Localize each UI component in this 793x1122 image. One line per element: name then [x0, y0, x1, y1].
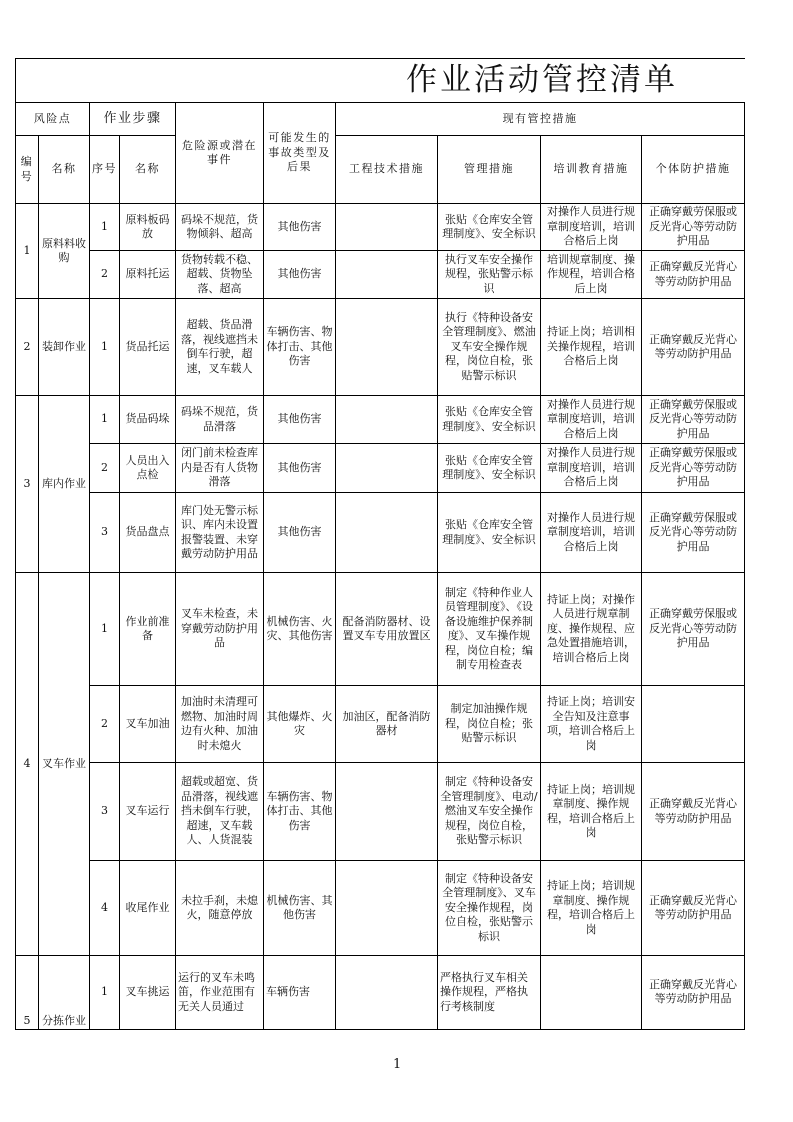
- step-name: 原料托运: [120, 251, 176, 299]
- header-hazard: 危险源或潜在事件: [176, 103, 264, 204]
- management: 张贴《仓库安全管理制度》、安全标识: [438, 493, 541, 573]
- table-row: [16, 299, 745, 396]
- engineering: [336, 861, 438, 956]
- training: 对操作人员进行规章制度培训，培训合格后上岗: [541, 444, 642, 493]
- training: 对操作人员进行规章制度培训，培训合格后上岗: [541, 493, 642, 573]
- table-row: [16, 444, 745, 493]
- step-name: 作业前准备: [120, 573, 176, 686]
- accident: 其他伤害: [264, 493, 336, 573]
- table-row: [16, 251, 745, 299]
- risk-code: 3: [16, 396, 39, 573]
- table-row: [16, 204, 745, 251]
- step-seq: 4: [90, 861, 120, 956]
- engineering: [336, 204, 438, 251]
- hazard: 库门处无警示标识、库内未设置报警装置、未穿戴劳动防护用品: [176, 493, 264, 573]
- hazard: 超载、货品滑落，视线遮挡未倒车行驶，超速，叉车载人: [176, 299, 264, 396]
- table-row: [16, 861, 745, 956]
- ppe: 正确穿戴反光背心等劳动防护用品: [642, 861, 745, 956]
- engineering: [336, 299, 438, 396]
- step-seq: 1: [90, 956, 120, 1030]
- header-existing-controls: 现有管控措施: [336, 103, 745, 136]
- accident: 其他伤害: [264, 251, 336, 299]
- risk-name: 叉车作业: [39, 573, 90, 956]
- engineering: 配备消防器材、设置叉车专用放置区: [336, 573, 438, 686]
- header-seq: 序号: [90, 136, 120, 204]
- risk-code: 1: [16, 204, 39, 299]
- management: 张贴《仓库安全管理制度》、安全标识: [438, 444, 541, 493]
- accident: 其他爆炸、火灾: [264, 686, 336, 763]
- training: 持证上岗；培训规章制度、操作规程，培训合格后上岗: [541, 861, 642, 956]
- management: 严格执行叉车相关操作规程，严格执行考核制度: [438, 956, 541, 1030]
- step-seq: 3: [90, 763, 120, 861]
- header-training: 培训教育措施: [541, 136, 642, 204]
- step-seq: 1: [90, 396, 120, 444]
- page-title: 作业活动管控清单: [16, 59, 745, 103]
- hazard: 码垛不规范，货品滑落: [176, 396, 264, 444]
- header-code: 编号: [16, 136, 39, 204]
- hazard: 闭门前未检查库内是否有人货物滑落: [176, 444, 264, 493]
- ppe: 正确穿戴劳保服或反光背心等劳动防护用品: [642, 396, 745, 444]
- hazard: 未拉手刹，未熄火，随意停放: [176, 861, 264, 956]
- management: 张贴《仓库安全管理制度》、安全标识: [438, 204, 541, 251]
- header-work-step: 作业步骤: [90, 103, 176, 136]
- header-step-name: 名称: [120, 136, 176, 204]
- engineering: [336, 956, 438, 1030]
- ppe: 正确穿戴反光背心等劳动防护用品: [642, 299, 745, 396]
- step-seq: 3: [90, 493, 120, 573]
- risk-code: 5: [16, 956, 39, 1030]
- table-row: [16, 763, 745, 861]
- accident: 车辆伤害、物体打击、其他伤害: [264, 299, 336, 396]
- step-seq: 2: [90, 444, 120, 493]
- page-number: 1: [393, 1057, 402, 1072]
- header-accident: 可能发生的事故类型及后果: [264, 103, 336, 204]
- engineering: [336, 493, 438, 573]
- table-row: [16, 573, 745, 686]
- hazard: 超载或超宽、货品滑落，视线遮挡未倒车行驶，超速，叉车载人、人货混装: [176, 763, 264, 861]
- header-ppe: 个体防护措施: [642, 136, 745, 204]
- ppe: 正确穿戴劳保服或反光背心等劳动防护用品: [642, 493, 745, 573]
- header-engineering: 工程技术措施: [336, 136, 438, 204]
- risk-code: 2: [16, 299, 39, 396]
- ppe: [642, 686, 745, 763]
- header-risk-name: 名称: [39, 136, 90, 204]
- management: 执行叉车安全操作规程，张贴警示标识: [438, 251, 541, 299]
- step-name: 叉车运行: [120, 763, 176, 861]
- step-name: 叉车加油: [120, 686, 176, 763]
- management: 张贴《仓库安全管理制度》、安全标识: [438, 396, 541, 444]
- accident: 机械伤害、火灾、其他伤害: [264, 573, 336, 686]
- table-row: [16, 493, 745, 573]
- training: 持证上岗；培训相关操作规程，培训合格后上岗: [541, 299, 642, 396]
- step-name: 人员出入点检: [120, 444, 176, 493]
- step-seq: 1: [90, 573, 120, 686]
- risk-code: 4: [16, 573, 39, 956]
- accident: 机械伤害、其他伤害: [264, 861, 336, 956]
- engineering: [336, 396, 438, 444]
- table-row: [16, 686, 745, 763]
- table-row: [16, 396, 745, 444]
- risk-name: 装卸作业: [39, 299, 90, 396]
- hazard: 运行的叉车未鸣笛，作业范围有无关人员通过: [176, 956, 264, 1030]
- risk-name: 库内作业: [39, 396, 90, 573]
- accident: 其他伤害: [264, 204, 336, 251]
- ppe: 正确穿戴劳保服或反光背心等劳动防护用品: [642, 444, 745, 493]
- engineering: 加油区，配备消防器材: [336, 686, 438, 763]
- ppe: 正确穿戴反光背心等劳动防护用品: [642, 956, 745, 1030]
- hazard: 加油时未清理可燃物、加油时周边有火种、加油时未熄火: [176, 686, 264, 763]
- training: 对操作人员进行规章制度培训，培训合格后上岗: [541, 204, 642, 251]
- training: 对操作人员进行规章制度培训，培训合格后上岗: [541, 396, 642, 444]
- step-name: 原料板码放: [120, 204, 176, 251]
- ppe: 正确穿戴反光背心等劳动防护用品: [642, 763, 745, 861]
- risk-name: 原料料收购: [39, 204, 90, 299]
- ppe: 正确穿戴反光背心等劳动防护用品: [642, 251, 745, 299]
- step-name: 货品托运: [120, 299, 176, 396]
- engineering: [336, 763, 438, 861]
- management: 制定《特种作业人员管理制度》、《设备设施维护保养制度》、叉车操作规程，岗位自检；编制专用检查表: [438, 573, 541, 686]
- hazard: 货物转载不稳、超载、货物坠落、超高: [176, 251, 264, 299]
- accident: 其他伤害: [264, 396, 336, 444]
- engineering: [336, 251, 438, 299]
- table-row: [16, 956, 745, 1030]
- management: 制定加油操作规程，岗位自检；张贴警示标识: [438, 686, 541, 763]
- step-name: 叉车挑运: [120, 956, 176, 1030]
- accident: 车辆伤害、物体打击、其他伤害: [264, 763, 336, 861]
- accident: 其他伤害: [264, 444, 336, 493]
- ppe: 正确穿戴劳保服或反光背心等劳动防护用品: [642, 204, 745, 251]
- step-name: 货品盘点: [120, 493, 176, 573]
- training: 持证上岗；培训规章制度、操作规程，培训合格后上岗: [541, 763, 642, 861]
- step-seq: 1: [90, 299, 120, 396]
- ppe: 正确穿戴劳保服或反光背心等劳动防护用品: [642, 573, 745, 686]
- training: 培训规章制度、操作规程，培训合格后上岗: [541, 251, 642, 299]
- control-list-table: [15, 58, 745, 1030]
- step-name: 货品码垛: [120, 396, 176, 444]
- training: [541, 956, 642, 1030]
- training: 持证上岗；培训安全告知及注意事项，培训合格后上岗: [541, 686, 642, 763]
- accident: 车辆伤害: [264, 956, 336, 1030]
- hazard: 码垛不规范，货物倾斜、超高: [176, 204, 264, 251]
- step-seq: 1: [90, 204, 120, 251]
- management: 制定《特种设备安全管理制度》、叉车安全操作规程，岗位自检，张贴警示标识: [438, 861, 541, 956]
- hazard: 叉车未检查，未穿戴劳动防护用品: [176, 573, 264, 686]
- management: 制定《特种设备安全管理制度》、电动/燃油叉车安全操作规程，岗位自检，张贴警示标识: [438, 763, 541, 861]
- step-seq: 2: [90, 251, 120, 299]
- header-management: 管理措施: [438, 136, 541, 204]
- management: 执行《特种设备安全管理制度》、燃油叉车安全操作规程，岗位自检，张贴警示标识: [438, 299, 541, 396]
- control-list-sheet: [15, 58, 744, 1027]
- engineering: [336, 444, 438, 493]
- step-seq: 2: [90, 686, 120, 763]
- step-name: 收尾作业: [120, 861, 176, 956]
- training: 持证上岗；对操作人员进行规章制度、操作规程、应急处置措施培训，培训合格后上岗: [541, 573, 642, 686]
- risk-name: 分拣作业: [39, 956, 90, 1030]
- header-risk-point: 风险点: [16, 103, 90, 136]
